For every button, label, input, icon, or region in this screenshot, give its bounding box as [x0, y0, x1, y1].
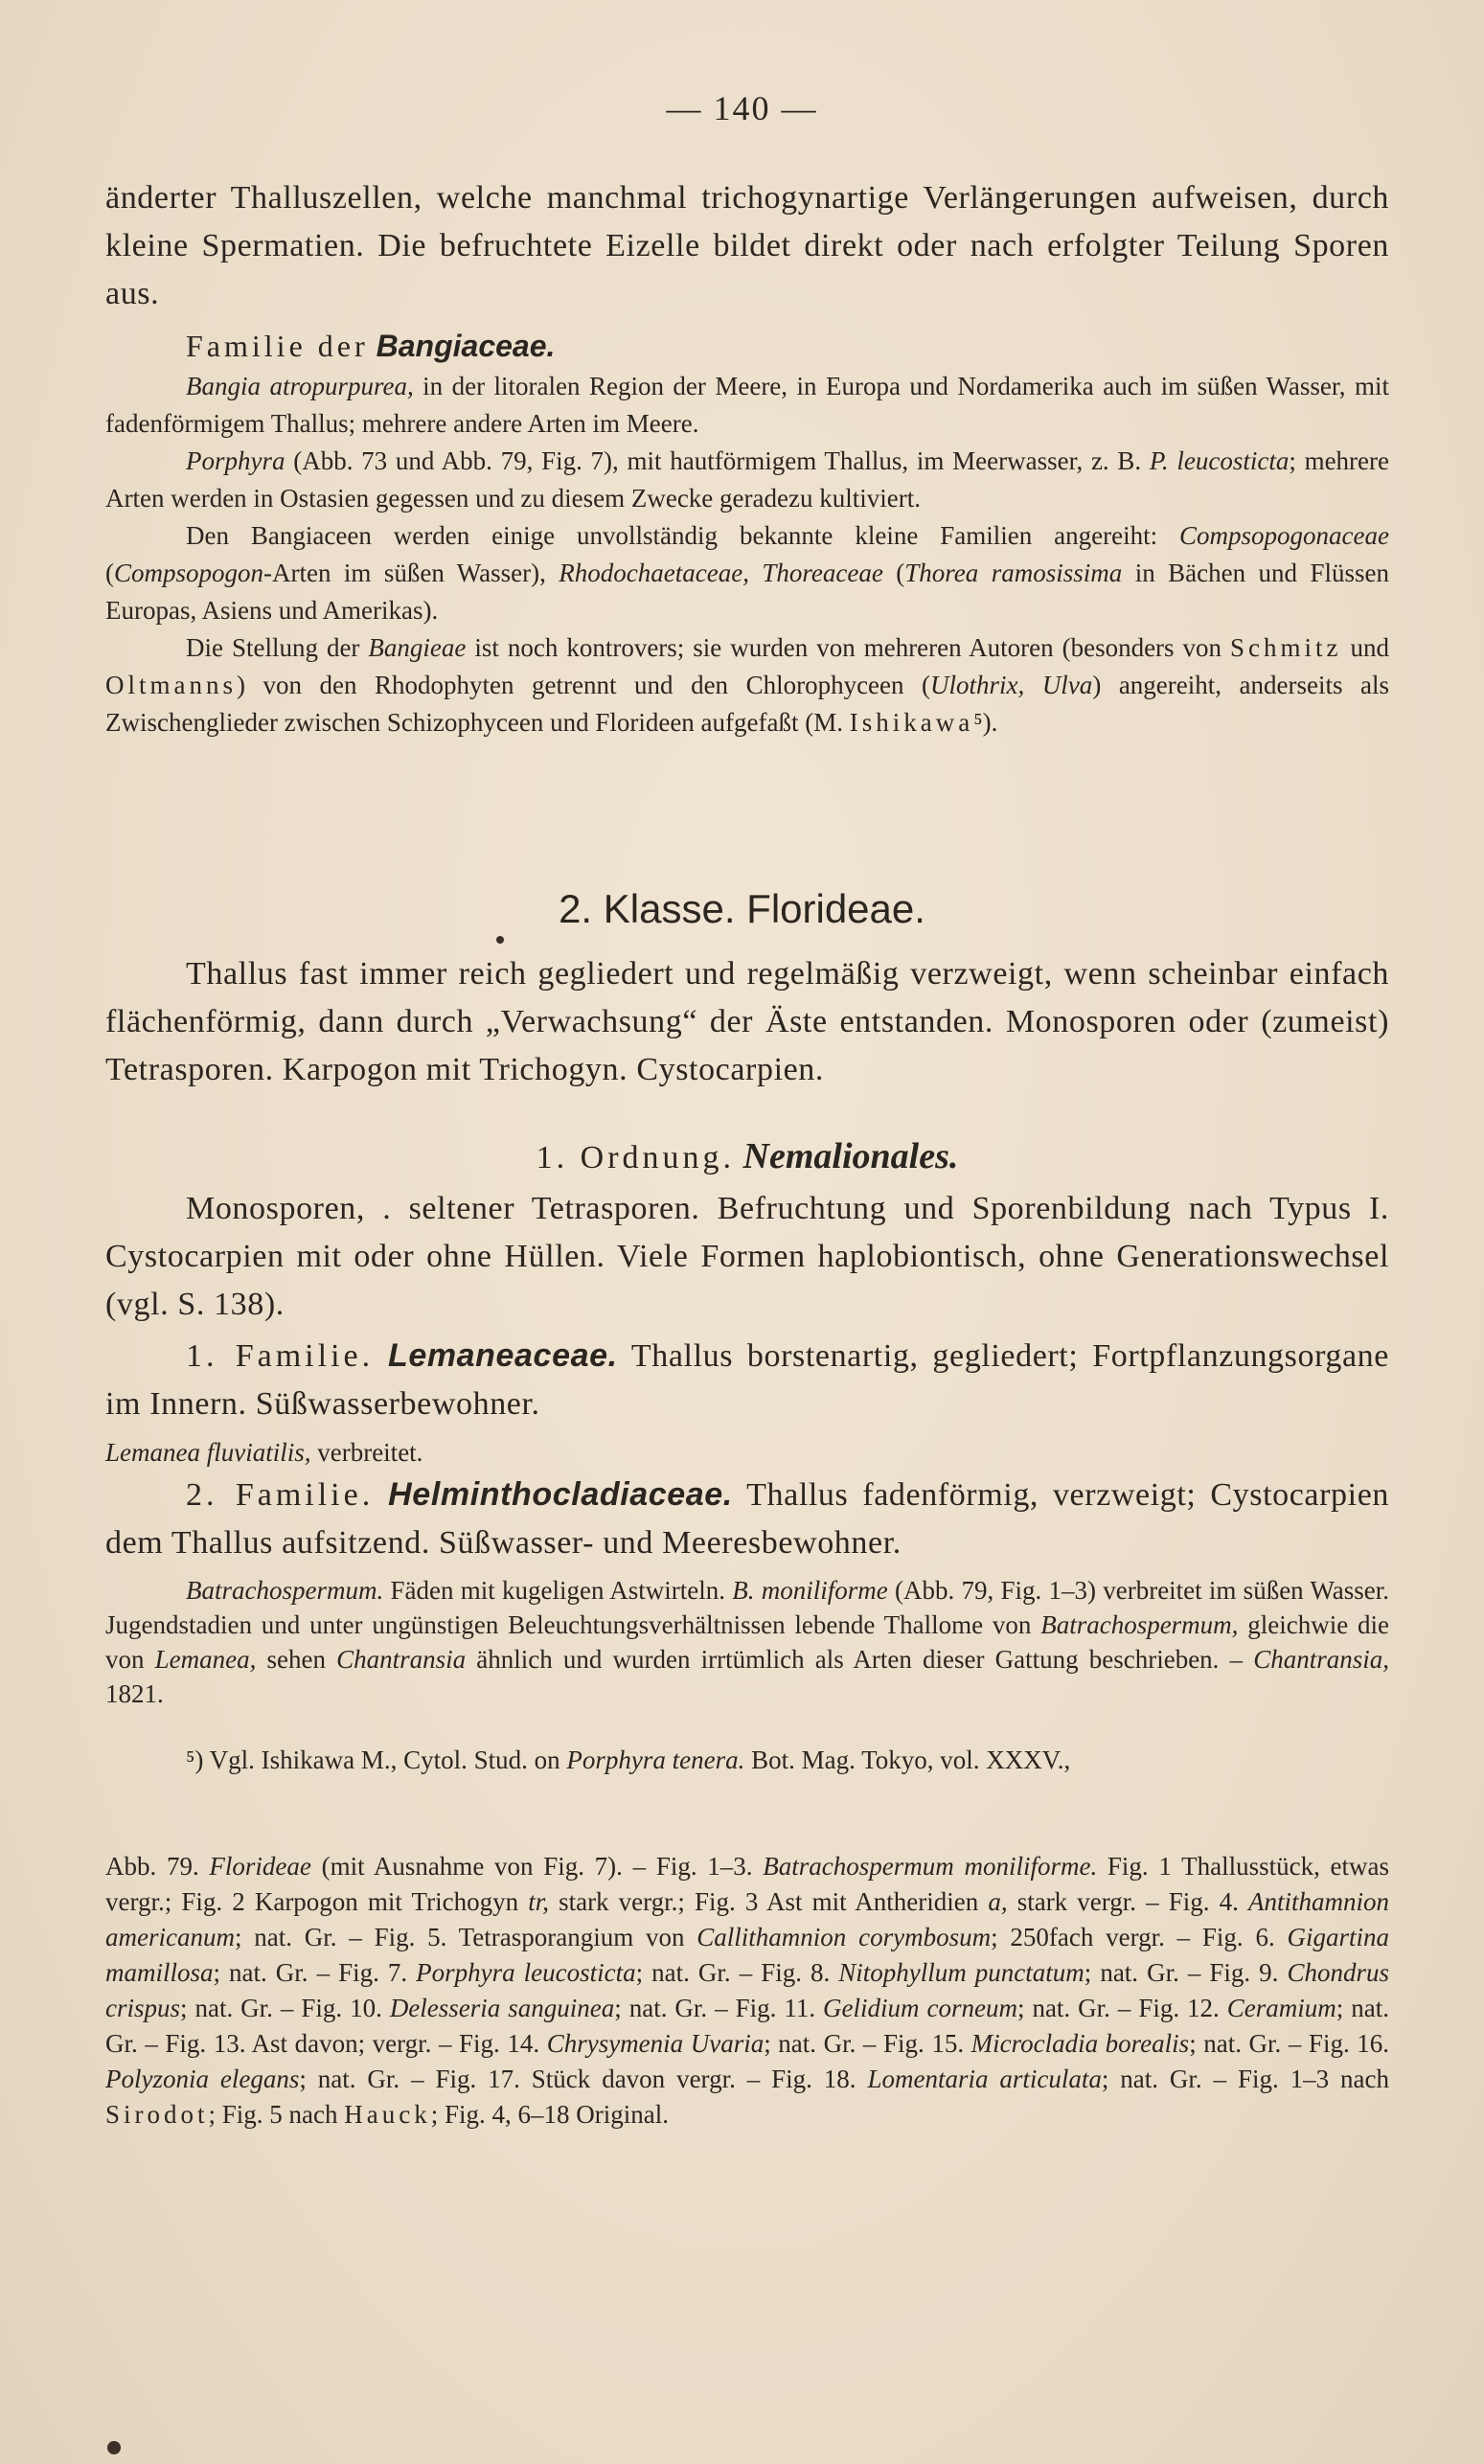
taxon: Chantransia, — [1253, 1645, 1389, 1674]
family-name: Helminthocladiaceae. — [388, 1476, 733, 1513]
footnote-text-2: Bot. Mag. Tokyo, vol. XXXV., — [744, 1745, 1071, 1774]
taxon: Batrachospermum, — [1040, 1610, 1239, 1639]
family-1-section — [105, 1332, 1389, 1472]
caption-taxon: Batrachospermum moniliforme. — [763, 1852, 1098, 1881]
class-description: Thallus fast immer reich gegliedert und regelmäßig verzweigt, wenn scheinbar einfach flächenförmig, dann durch „Verwachsung“ der Äste entstanden. Monosporen oder (zumeist) Tetrasporen. Karpogon mit Trichogyn. Cystocarpien. — [105, 956, 1389, 1087]
family-bangiaceae-section — [105, 324, 1389, 741]
caption-taxon: Lomentaria articulata — [867, 2065, 1102, 2093]
appended-families-paragraph — [105, 517, 1389, 629]
class-title: 2. Klasse. Florideae. — [559, 886, 925, 931]
porphyra-genus: Porphyra — [186, 446, 285, 475]
caption-taxon: Nitophyllum punctatum — [838, 1958, 1084, 1987]
caption-text: stark vergr.; Fig. 3 Ast mit Antheridien — [548, 1887, 989, 1916]
order-section — [105, 1135, 1389, 1329]
caption-taxon: Gigartina mamillosa — [105, 1923, 1389, 1987]
text: verbreitet. — [310, 1438, 423, 1467]
text: (Abb. 79, Fig. 1–3) verbreitet im süßen Wasser. Jugendstadien und unter ungünstigen Beleuchtungsverhältnissen lebende Thallome von — [105, 1576, 1389, 1639]
intro-paragraph: änderter Thalluszellen, welche manchmal trichogynartige Verlängerungen aufweisen, durch kleine Spermatien. Die befruchtete Eizelle bildet direkt oder nach erfolgter Teilung Sporen aus. — [105, 180, 1389, 311]
taxon: Ulothrix, Ulva — [930, 671, 1093, 699]
family-name: Bangiaceae. — [376, 329, 556, 363]
caption-text: ; Fig. 5 nach — [208, 2100, 345, 2129]
text: ähnlich und wurden irrtümlich als Arten dieser Gattung beschrieben. – — [466, 1645, 1254, 1674]
taxon: Compsopogon — [114, 559, 264, 587]
bangia-text: in der litoralen Region der Meere, in Europa und Nordamerika auch im süßen Wasser, mit fadenförmigem Thallus; mehrere andere Arten im Meere. — [105, 372, 1389, 438]
family-bangiaceae-heading — [105, 324, 1389, 368]
caption-taxon: Polyzonia elegans — [105, 2065, 300, 2093]
text: ) angereiht, anderseits als Zwischenglieder zwischen Schizophyceen und Florideen aufgefaßt (M. — [105, 671, 1390, 737]
text: ( — [882, 559, 905, 587]
family-2-paragraph — [105, 1471, 1389, 1567]
author: Ishikawa — [849, 708, 974, 737]
taxon: Chantransia — [336, 1645, 467, 1674]
text: -Arten im süßen Wasser), — [263, 559, 559, 587]
caption-text: ; 250fach vergr. – Fig. 6. — [991, 1923, 1288, 1951]
porphyra-text-2: ; mehrere Arten werden in Ostasien gegessen und zu diesem Zwecke geradezu kultiviert. — [105, 446, 1390, 513]
caption-text: ; nat. Gr. – Fig. 17. Stück davon vergr. – Fig. 18. — [299, 2065, 868, 2093]
author: Schmitz — [1230, 633, 1342, 662]
caption-taxon: Delesseria sanguinea — [389, 1994, 615, 2022]
caption-text: ; nat. Gr. – Fig. 16. — [1189, 2029, 1390, 2058]
caption-author: Sirodot — [105, 2100, 209, 2129]
family-prefix: 2. Familie. — [186, 1477, 375, 1513]
caption-text: ; Fig. 4, 6–18 Original. — [430, 2100, 669, 2129]
ink-blot — [107, 2441, 121, 2454]
footnote — [105, 1742, 1389, 1779]
taxon: Lemanea, — [154, 1645, 257, 1674]
text: ) von den Rhodophyten getrennt und den Chlorophyceen ( — [237, 671, 931, 699]
caption-text: ; nat. Gr. – Fig. 9. — [1084, 1958, 1288, 1987]
taxon: Bangieae — [368, 633, 467, 662]
family-text: Thallus fadenförmig, verzweigt; Cystocarpien dem Thallus aufsitzend. Süßwasser- und Meeresbewohner. — [105, 1477, 1389, 1561]
text: Die Stellung der — [186, 633, 369, 662]
porphyra-paragraph — [105, 443, 1389, 517]
position-paragraph — [105, 629, 1389, 741]
caption-author: Hauck — [344, 2100, 431, 2129]
text: ( — [105, 559, 114, 587]
figure-caption — [105, 1849, 1389, 2133]
bangia-paragraph — [105, 368, 1389, 443]
order-heading — [105, 1135, 1389, 1177]
caption-text: ; nat. Gr. – Fig. 11. — [614, 1994, 824, 2022]
species: Lemanea fluviatilis, — [105, 1438, 311, 1467]
caption-text: ; nat. Gr. – Fig. 12. — [1016, 1994, 1227, 2022]
footnote-species: Porphyra tenera. — [566, 1745, 745, 1774]
caption-text: ; nat. Gr. – Fig. 10. — [180, 1994, 390, 2022]
page-number: — 140 — — [666, 89, 818, 127]
caption-text: ; nat. Gr. – Fig. 1–3 nach — [1101, 2065, 1390, 2093]
family-prefix: 1. Familie. — [186, 1338, 375, 1374]
caption-text: (mit Ausnahme von Fig. 7). – Fig. 1–3. — [310, 1852, 764, 1881]
caption-text: ; nat. Gr. – Fig. 15. — [764, 2029, 971, 2058]
taxon: Rhodochaetaceae, Thoreaceae — [559, 559, 883, 587]
text: ist noch kontrovers; sie wurden von mehreren Autoren (besonders von — [466, 633, 1231, 662]
text: Fäden mit kugeligen Astwirteln. — [383, 1576, 733, 1605]
porphyra-species: P. leucosticta — [1149, 446, 1290, 475]
text: gleichwie die von — [105, 1610, 1389, 1674]
text: 1821. — [105, 1679, 164, 1708]
text: und — [1341, 633, 1390, 662]
taxon: B. moniliforme — [732, 1576, 888, 1605]
text: in Bächen und Flüssen Europas, Asiens und Amerikas). — [105, 559, 1389, 625]
caption-taxon: Antithamnion americanum — [105, 1887, 1389, 1951]
order-prefix: 1. Ordnung. — [536, 1140, 736, 1175]
caption-text: stark vergr. – Fig. 4. — [1007, 1887, 1248, 1916]
order-name: Nemalionales. — [742, 1136, 959, 1176]
caption-taxon: Chrysymenia Uvaria — [546, 2029, 765, 2058]
caption-text: ; nat. Gr. – Fig. 13. Ast davon; vergr. – Fig. 14. — [105, 1994, 1389, 2058]
taxon: Batrachospermum. — [186, 1576, 384, 1605]
caption-text: ; nat. Gr. – Fig. 7. — [213, 1958, 417, 1987]
author: Oltmanns — [105, 671, 237, 699]
caption-taxon: Callithamnion corymbosum — [696, 1923, 992, 1951]
taxon: Compsopogonaceae — [1179, 521, 1389, 550]
ink-dot — [496, 936, 504, 944]
taxon: Thorea ramosissima — [904, 559, 1123, 587]
caption-taxon: Porphyra leucosticta — [416, 1958, 636, 1987]
bangia-species: Bangia atropurpurea, — [186, 372, 414, 400]
family-text: Thallus borstenartig, gegliedert; Fortpflanzungsorgane im Innern. Süßwasserbewohner. — [105, 1338, 1389, 1422]
family-1-example — [105, 1434, 1389, 1472]
caption-taxon: tr, — [528, 1887, 549, 1916]
caption-text: ; nat. Gr. – Fig. 5. Tetrasporangium von — [234, 1923, 697, 1951]
caption-text: Abb. 79. — [105, 1852, 210, 1881]
caption-taxon: Microcladia borealis — [970, 2029, 1190, 2058]
family-prefix: Familie der — [186, 329, 369, 363]
footnote-text: ⁵) Vgl. Ishikawa M., Cytol. Stud. on — [186, 1745, 567, 1774]
family-2-section — [105, 1471, 1389, 1711]
text: sehen — [256, 1645, 337, 1674]
caption-taxon: Gelidium corneum — [823, 1994, 1017, 2022]
caption-text: ; nat. Gr. – Fig. 8. — [635, 1958, 839, 1987]
porphyra-text-1: (Abb. 73 und Abb. 79, Fig. 7), mit hautförmigem Thallus, im Meerwasser, z. B. — [285, 446, 1150, 475]
batrachospermum-paragraph — [105, 1573, 1389, 1711]
family-1-paragraph — [105, 1332, 1389, 1428]
caption-text: Fig. 1 Thallusstück, etwas vergr.; Fig. 2 Karpogon mit Trichogyn — [105, 1852, 1390, 1916]
order-description: Monosporen, . seltener Tetrasporen. Befruchtung und Sporenbildung nach Typus I. Cystocarpien mit oder ohne Hüllen. Viele Formen haplobiontisch, ohne Generationswechsel (vgl. S. 138). — [105, 1191, 1389, 1322]
caption-taxon: a, — [988, 1887, 1008, 1916]
text: ⁵). — [973, 708, 998, 737]
caption-taxon: Chondrus crispus — [105, 1958, 1389, 2022]
caption-taxon: Florideae — [209, 1852, 311, 1881]
family-name: Lemaneaceae. — [387, 1337, 618, 1374]
caption-taxon: Ceramium — [1226, 1994, 1336, 2022]
text: Den Bangiaceen werden einige unvollständig bekannte kleine Familien angereiht: — [186, 521, 1180, 550]
